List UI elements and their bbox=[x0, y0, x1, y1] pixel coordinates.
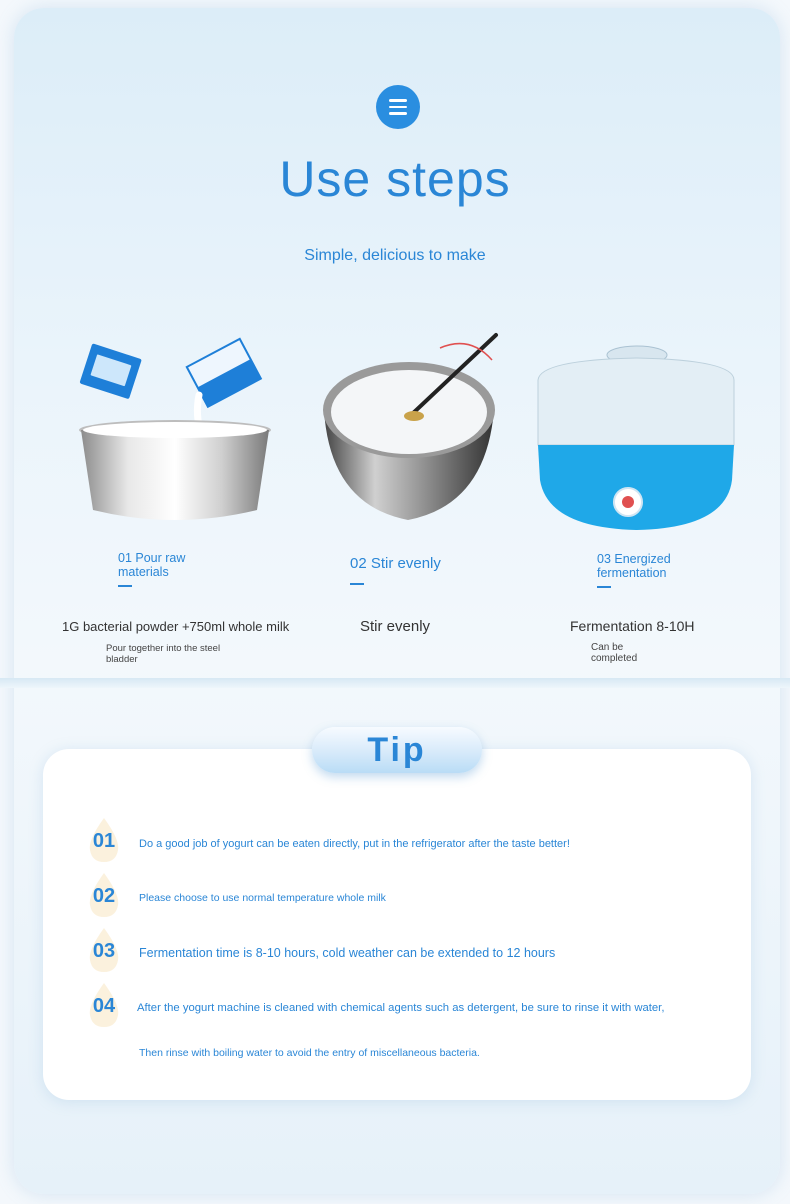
step1-label: 01 Pour raw materials bbox=[118, 551, 185, 587]
step2-label: 02 Stir evenly bbox=[350, 557, 441, 585]
menu-icon bbox=[376, 85, 420, 129]
step3-note: Can be completed bbox=[591, 642, 638, 664]
step1-description: 1G bacterial powder +750ml whole milk bbox=[62, 619, 290, 634]
tip-text-03: Fermentation time is 8-10 hours, cold weather can be extended to 12 hours bbox=[139, 946, 556, 960]
page-title: Use steps bbox=[279, 151, 511, 207]
tip-number-02: 02 bbox=[82, 873, 126, 917]
section-divider bbox=[0, 678, 790, 688]
tip-number-03: 03 bbox=[82, 928, 126, 972]
tip-title: Tip bbox=[312, 727, 482, 773]
step2-description: Stir evenly bbox=[360, 618, 431, 635]
step2-stir-image bbox=[320, 330, 500, 525]
tip-number-01: 01 bbox=[82, 818, 126, 862]
tip-text-02: Please choose to use normal temperature whole milk bbox=[139, 892, 386, 904]
tip-text-04: After the yogurt machine is cleaned with chemical agents such as detergent, be sure to rinse it with water, bbox=[137, 1002, 665, 1014]
bacteria-sachet-icon bbox=[79, 343, 141, 399]
tip-number-04: 04 bbox=[82, 983, 126, 1027]
step1-pour-image bbox=[75, 335, 280, 530]
step3-label: 03 Energized fermentation bbox=[597, 552, 671, 588]
tip-text-04-continued: Then rinse with boiling water to avoid the entry of miscellaneous bacteria. bbox=[139, 1047, 480, 1059]
tip-text-01: Do a good job of yogurt can be eaten directly, put in the refrigerator after the taste better! bbox=[139, 838, 570, 850]
step1-note: Pour together into the steel bladder bbox=[106, 643, 221, 665]
page-subtitle: Simple, delicious to make bbox=[304, 247, 486, 264]
step3-machine-image bbox=[530, 340, 740, 532]
step3-description: Fermentation 8-10H bbox=[570, 618, 695, 634]
